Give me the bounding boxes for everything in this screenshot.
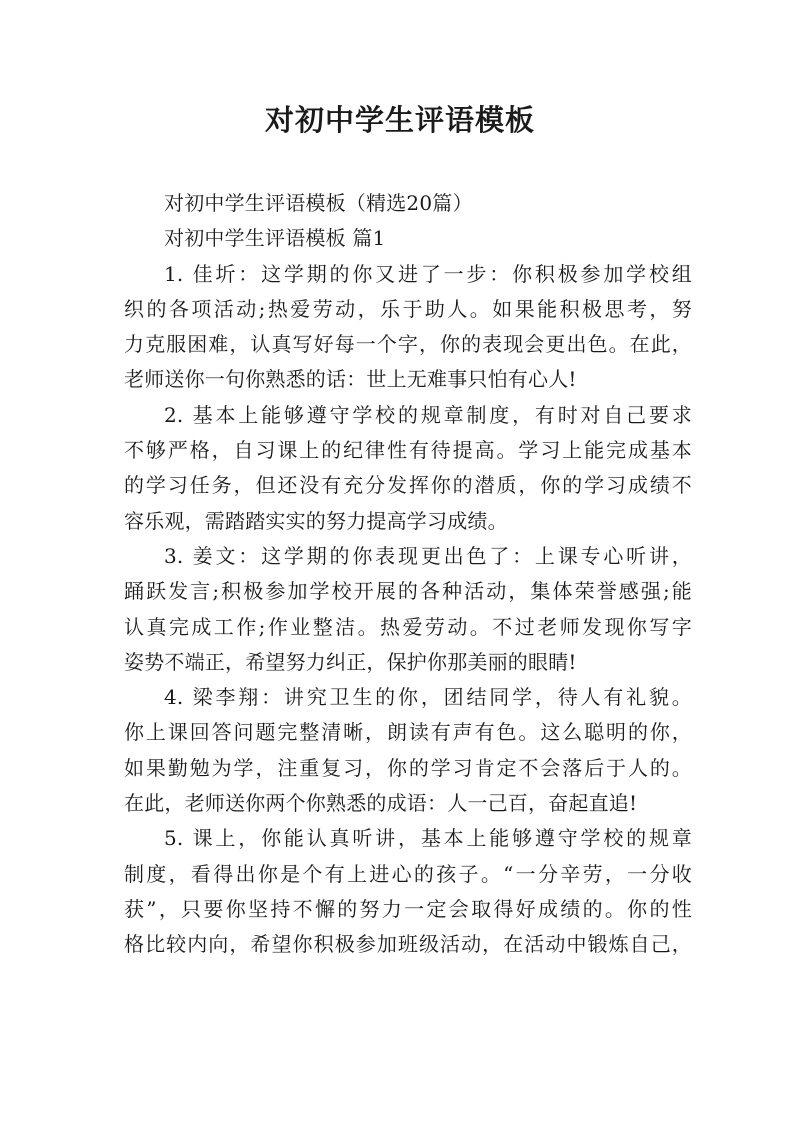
paragraph-line: 如果勤勉为学，注重复习，你的学习肯定不会落后于人的。 <box>124 755 692 780</box>
paragraph-line: 踊跃发言;积极参加学校开展的各种活动，集体荣誉感强;能 <box>124 579 692 604</box>
paragraph-line: 力克服困难，认真写好每一个字，你的表现会更出色。在此， <box>124 332 692 357</box>
paragraph-line: 3. 姜文：这学期的你表现更出色了：上课专心听讲， <box>164 543 692 568</box>
paragraph-line: 1. 佳圻：这学期的你又进了一步：你积极参加学校组 <box>164 261 692 286</box>
paragraph-1 <box>124 257 692 398</box>
paragraph-line: 姿势不端正，希望努力纠正，保护你那美丽的眼睛! <box>124 649 577 674</box>
paragraph-line: 的学习任务，但还没有充分发挥你的潜质，你的学习成绩不 <box>124 473 692 498</box>
paragraph-line: 你上课回答问题完整清晰，朗读有声有色。这么聪明的你， <box>124 720 692 745</box>
paragraph-line: 2. 基本上能够遵守学校的规章制度，有时对自己要求 <box>164 402 692 427</box>
paragraph-line: 不够严格，自习课上的纪律性有待提高。学习上能完成基本 <box>124 438 692 463</box>
paragraph-3 <box>124 539 692 680</box>
paragraph-4 <box>124 680 692 821</box>
paragraph-line: 认真完成工作;作业整洁。热爱劳动。不过老师发现你写字 <box>124 614 692 639</box>
document-title: 对初中学生评语模板 <box>264 103 535 137</box>
paragraph-line: 制度，看得出你是个有上进心的孩子。“一分辛劳，一分收 <box>124 861 692 886</box>
paragraph-line: 在此，老师送你两个你熟悉的成语：人一己百，奋起直追! <box>124 791 638 816</box>
section-heading: 对初中学生评语模板 篇1 <box>164 226 386 251</box>
paragraph-line: 4. 梁李翔：讲究卫生的你，团结同学，待人有礼貌。 <box>164 685 692 710</box>
paragraph-2 <box>124 398 692 539</box>
paragraph-line: 老师送你一句你熟悉的话：世上无难事只怕有心人! <box>124 367 577 392</box>
document-body <box>124 186 692 963</box>
paragraph-line: 5. 课上，你能认真听讲，基本上能够遵守学校的规章 <box>164 826 692 851</box>
document-subtitle: 对初中学生评语模板（精选20篇） <box>164 191 473 215</box>
paragraph-line: 格比较内向，希望你积极参加班级活动，在活动中锻炼自己， <box>124 932 692 957</box>
paragraph-line: 织的各项活动;热爱劳动，乐于助人。如果能积极思考，努 <box>124 296 692 321</box>
paragraph-line: 获”，只要你坚持不懈的努力一定会取得好成绩的。你的性 <box>124 896 692 921</box>
paragraph-5 <box>124 821 692 962</box>
paragraph-line: 容乐观，需踏踏实实的努力提高学习成绩。 <box>124 508 508 533</box>
